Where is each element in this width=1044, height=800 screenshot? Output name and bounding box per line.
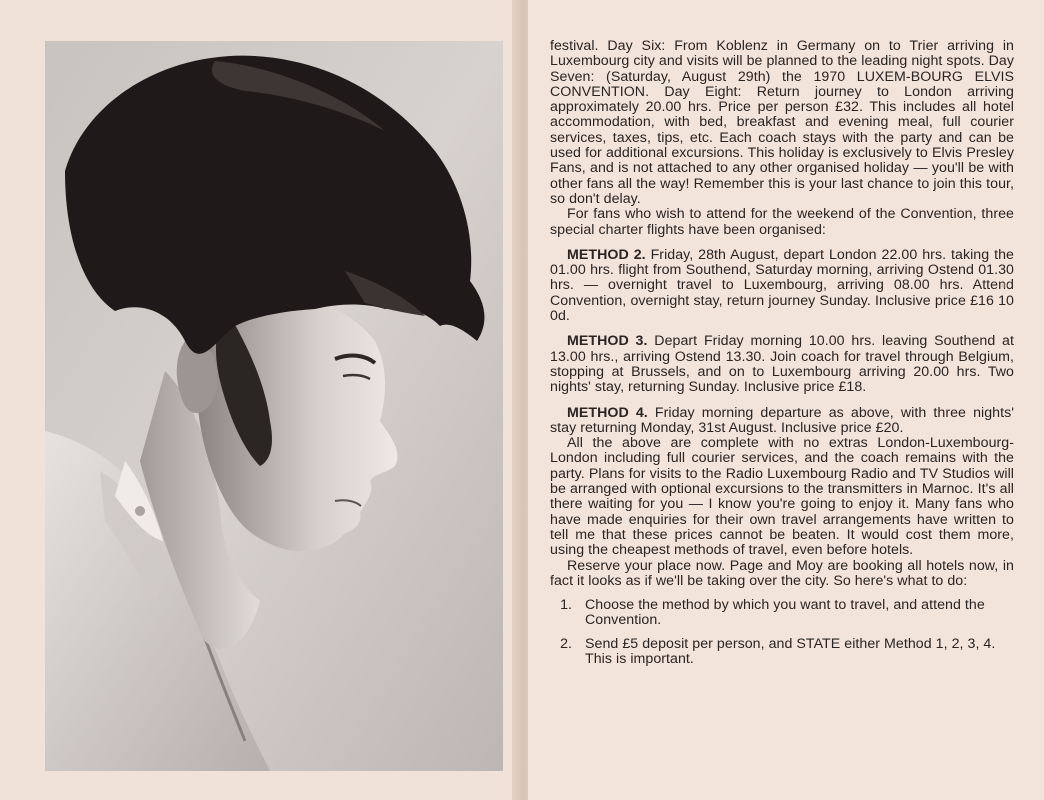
list-item [550,598,1014,629]
list-item-number: 2. [560,635,572,652]
method-3-label: METHOD 3. [567,333,648,350]
method-4-text: Friday morning departure as above, with three nights' stay returning Monday, 31st August. Inclusive price £20. [550,404,1015,436]
list-item-text: Send £5 deposit per person, and STATE either Method 1, 2, 3, 4. This is important. [585,635,996,667]
method-2-label: METHOD 2. [567,246,646,263]
paper-speck [1001,283,1008,288]
method-4 [550,406,1014,437]
portrait-photo [45,41,503,771]
method-2-text: Friday, 28th August, depart London 22.00 hrs. taking the 01.00 hrs. flight from Southend, Saturday morning, arriving Ostend 01.30 hrs. — overnight travel to Luxembourg, arriving 08.00 hrs. Attend Convention, overnight stay, return journey Sunday. Inclusive price £16 10 0d. [550,246,1014,325]
method-3 [550,334,1014,395]
list-item [550,637,1014,668]
right-page [528,0,1044,800]
paragraph-weekend-intro: For fans who wish to attend for the weekend of the Convention, three special charter flights have been organised: [550,206,1014,238]
method-4-label: METHOD 4. [567,404,648,421]
paragraph-itinerary: festival. Day Six: From Koblenz in Germany on to Trier arriving in Luxembourg city and visits will be planned to the leading night spots. Day Seven: (Saturday, August 29th) the 1970 LUXEM-BOURG ELVIS CONVENTION. Day Eight: Return journey to London arriving approximately 20.00 hrs. Price per person £32. This includes all hotel accommodation, with bed, breakfast and evening meal, full courier services, taxes, tips, etc. Each coach stays with the party and can be used for additional excursions. This holiday is exclusively to Elvis Presley Fans, and is not attached to any other organised holiday — you'll be with other fans all the way! Remember this is your last chance to join this tour, so don't delay. [550,38,1014,207]
method-3-text: Depart Friday morning 10.00 hrs. leaving Southend at 13.00 hrs., arriving Ostend 13.30. Join coach for travel through Belgium, stopping at Brussels, and on to Luxembourg arriving 20.00 hrs. Two nights' stay, returning Sunday. Inclusive price £18. [550,333,1014,396]
article-text [550,39,1014,675]
instructions-list [550,598,1014,667]
paragraph-inclusions: All the above are complete with no extras London-Luxembourg-London including full courier services, and the coach remains with the party. Plans for visits to the Radio Luxembourg Radio and TV Studios will be arranged with optional excursions to the transmitters in Marnoc. It's all there waiting for you — I know you're going to enjoy it. Many fans who have made enquiries for their own travel arrangements have written to tell me that these prices cannot be beaten. It would cost them more, using the cheapest methods of travel, even before hotels. [550,435,1014,559]
list-item-number: 1. [560,597,572,614]
method-2 [550,248,1014,324]
paragraph-reserve: Reserve your place now. Page and Moy are booking all hotels now, in fact it looks as if we'll be taking over the city. So here's what to do: [550,557,1014,589]
portrait-illustration [45,41,503,771]
list-item-text: Choose the method by which you want to travel, and attend the Convention. [585,597,985,629]
